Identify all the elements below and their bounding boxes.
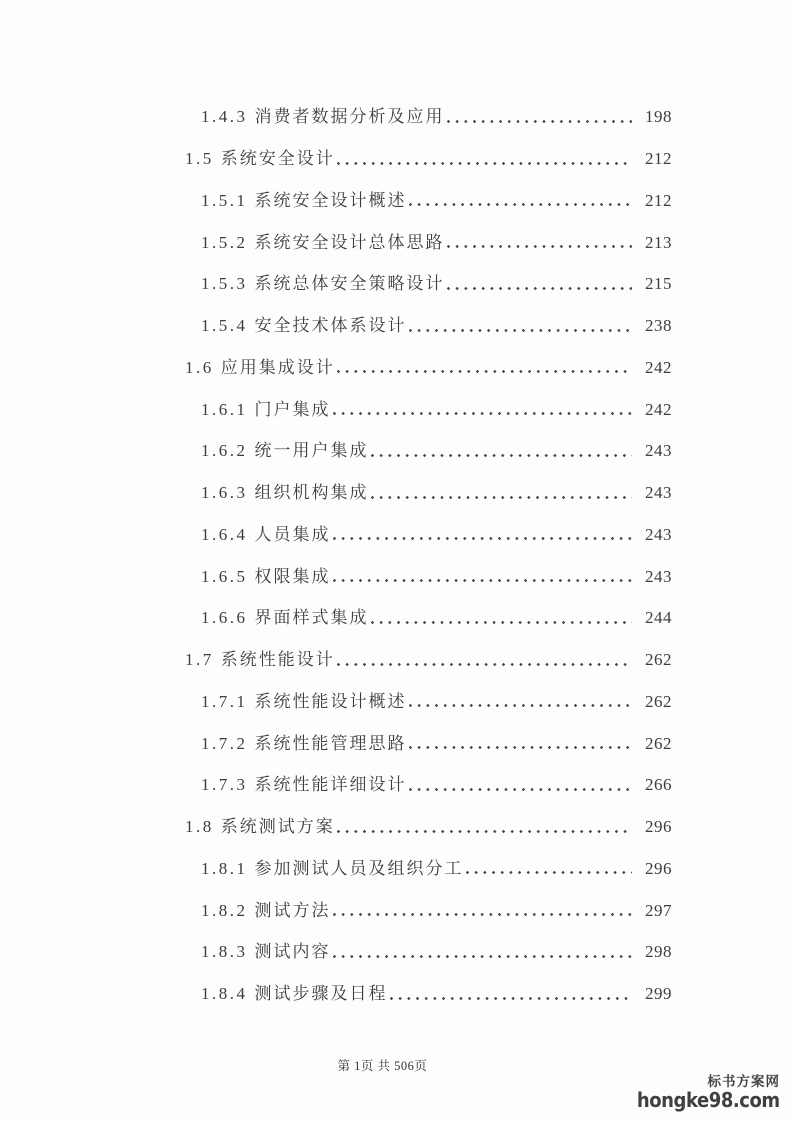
toc-entry-page: 262 [645, 733, 672, 753]
toc-entry-title: 系统安全设计总体思路 [254, 232, 445, 252]
toc-entry-title: 应用集成设计 [220, 357, 335, 377]
watermark-site-url: hongke98.com [637, 1088, 780, 1112]
toc-entry-title: 系统总体安全策略设计 [254, 274, 445, 294]
toc-entry-page: 243 [645, 566, 672, 586]
toc-entry[interactable] [0, 305, 793, 347]
toc-entry-number: 1.5.3 [201, 274, 248, 294]
dot-leader [371, 609, 633, 627]
dot-leader [466, 859, 633, 877]
dot-leader [333, 943, 633, 961]
toc-entry[interactable] [0, 889, 793, 931]
toc-entry[interactable] [0, 848, 793, 890]
toc-entry-page: 262 [645, 650, 672, 670]
toc-entry[interactable] [0, 722, 793, 764]
page-footer [323, 1041, 427, 1089]
toc-entry-number: 1.7.2 [201, 733, 248, 753]
toc-entry-title: 界面样式集成 [254, 608, 369, 628]
toc-entry-number: 1.6 [185, 357, 214, 377]
toc-entry-title: 消费者数据分析及应用 [254, 107, 445, 127]
dot-leader [371, 484, 633, 502]
toc-entry-title: 人员集成 [254, 524, 331, 544]
toc-entry-title: 系统性能设计概述 [254, 691, 407, 711]
watermark-site-name: 标书方案网 [707, 1073, 780, 1090]
toc-entry-title: 组织机构集成 [254, 483, 369, 503]
toc-entry-page: 238 [645, 316, 672, 336]
toc-entry-title: 权限集成 [254, 566, 331, 586]
toc-entry-page: 244 [645, 608, 672, 628]
toc-entry-title: 系统测试方案 [220, 817, 335, 837]
dot-leader [409, 692, 633, 710]
toc-entry-title: 统一用户集成 [254, 441, 369, 461]
toc-entry[interactable] [0, 764, 793, 806]
toc-entry[interactable] [0, 681, 793, 723]
toc-entry-number: 1.6.5 [201, 566, 248, 586]
toc-entry-number: 1.4.3 [201, 107, 248, 127]
toc-entry-title: 测试内容 [254, 942, 331, 962]
dot-leader [409, 191, 633, 209]
toc-entry-page: 212 [645, 149, 672, 169]
toc-entry[interactable] [0, 639, 793, 681]
toc-entry-title: 参加测试人员及组织分工 [254, 858, 464, 878]
toc-entry-number: 1.6.2 [201, 441, 248, 461]
toc-entry-page: 243 [645, 483, 672, 503]
toc-entry-page: 215 [645, 274, 672, 294]
toc-entry-page: 299 [645, 984, 672, 1004]
toc-entry[interactable] [0, 931, 793, 973]
toc-entry[interactable] [0, 597, 793, 639]
toc-entry[interactable] [0, 96, 793, 138]
dot-leader [333, 567, 633, 585]
toc-entry-number: 1.8.4 [201, 984, 248, 1004]
dot-leader [409, 317, 633, 335]
toc-entry-page: 296 [645, 817, 672, 837]
toc-entry-number: 1.7.1 [201, 691, 248, 711]
dot-leader [371, 442, 633, 460]
toc-entry-page: 213 [645, 232, 672, 252]
dot-leader [337, 651, 632, 669]
toc-entry-number: 1.8.2 [201, 900, 248, 920]
toc-entry-title: 测试步骤及日程 [254, 984, 388, 1004]
toc-entry[interactable] [0, 514, 793, 556]
toc-entry-title: 门户集成 [254, 399, 331, 419]
toc-entry[interactable] [0, 806, 793, 848]
toc-entry[interactable] [0, 973, 793, 1015]
toc-entry-title: 系统安全设计概述 [254, 190, 407, 210]
toc-entry-title: 测试方法 [254, 900, 331, 920]
toc-entry-number: 1.8 [185, 817, 214, 837]
toc-entry-page: 242 [645, 357, 672, 377]
dot-leader [337, 150, 632, 168]
dot-leader [447, 233, 633, 251]
toc-entry-number: 1.6.6 [201, 608, 248, 628]
toc-entry[interactable] [0, 347, 793, 389]
toc-entry[interactable] [0, 388, 793, 430]
toc-entry-number: 1.6.4 [201, 524, 248, 544]
toc-entry-page: 266 [645, 775, 672, 795]
toc-entry[interactable] [0, 221, 793, 263]
dot-leader [390, 985, 633, 1003]
dot-leader [447, 108, 633, 126]
toc-entry[interactable] [0, 180, 793, 222]
toc-entry[interactable] [0, 555, 793, 597]
toc-entry-page: 296 [645, 858, 672, 878]
toc-entry-number: 1.6.1 [201, 399, 248, 419]
toc-entry-number: 1.7 [185, 650, 214, 670]
toc-entry-number: 1.5.1 [201, 190, 248, 210]
dot-leader [337, 358, 632, 376]
dot-leader [409, 776, 633, 794]
toc-entry-page: 243 [645, 524, 672, 544]
toc-entry-page: 262 [645, 691, 672, 711]
dot-leader [333, 901, 633, 919]
dot-leader [333, 525, 633, 543]
toc-entry[interactable] [0, 263, 793, 305]
toc-entry-number: 1.5.4 [201, 316, 248, 336]
toc-list [0, 96, 793, 1015]
toc-entry-title: 安全技术体系设计 [254, 316, 407, 336]
toc-entry-title: 系统性能管理思路 [254, 733, 407, 753]
toc-entry-number: 1.8.1 [201, 858, 248, 878]
toc-entry[interactable] [0, 138, 793, 180]
watermark-logo [621, 1074, 780, 1111]
toc-entry-number: 1.5 [185, 149, 214, 169]
toc-entry-number: 1.8.3 [201, 942, 248, 962]
toc-entry[interactable] [0, 430, 793, 472]
toc-entry-title: 系统性能设计 [220, 650, 335, 670]
toc-entry-page: 242 [645, 399, 672, 419]
toc-entry-title: 系统性能详细设计 [254, 775, 407, 795]
toc-entry-page: 212 [645, 190, 672, 210]
toc-entry-page: 198 [645, 107, 672, 127]
dot-leader [337, 818, 632, 836]
toc-entry-number: 1.6.3 [201, 483, 248, 503]
toc-entry-title: 系统安全设计 [220, 149, 335, 169]
toc-entry-number: 1.5.2 [201, 232, 248, 252]
dot-leader [409, 734, 633, 752]
toc-entry-number: 1.7.3 [201, 775, 248, 795]
toc-entry-page: 298 [645, 942, 672, 962]
toc-entry-page: 243 [645, 441, 672, 461]
toc-entry[interactable] [0, 472, 793, 514]
page-indicator: 第 1页 共 506页 [337, 1059, 428, 1073]
toc-entry-page: 297 [645, 900, 672, 920]
dot-leader [447, 275, 633, 293]
dot-leader [333, 400, 633, 418]
